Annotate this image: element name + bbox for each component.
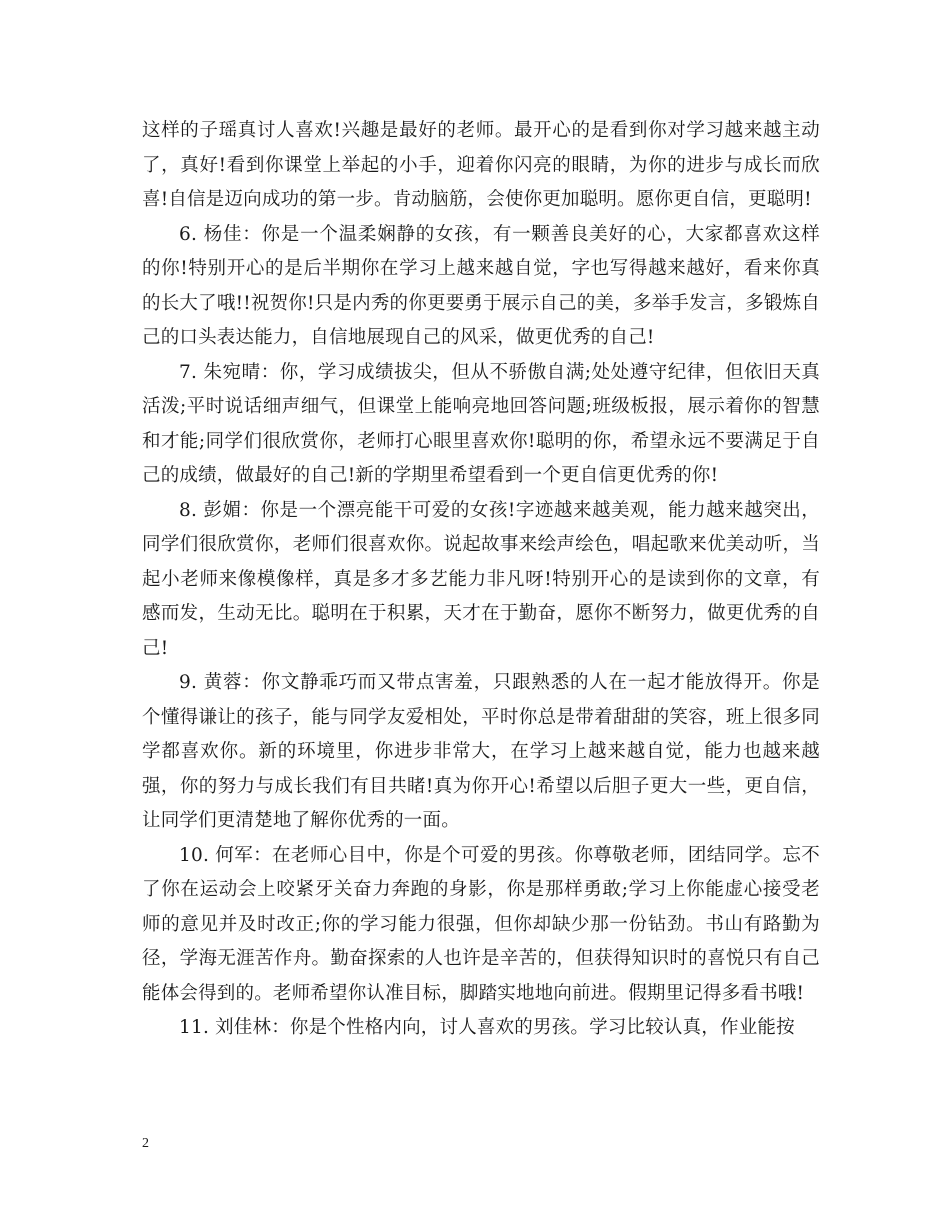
paragraph-zi-yao: 这样的子瑶真讨人喜欢!兴趣是最好的老师。最开心的是看到你对学习越来越主动了，真好!看到你课堂上举起的小手，迎着你闪亮的眼睛，为你的进步与成长而欣喜!自信是迈向成功的第一步。肯动脑筋，会使你更加聪明。愿你更自信，更聪明! bbox=[142, 120, 820, 210]
paragraph-yang-jia: 6. 杨佳：你是一个温柔娴静的女孩，有一颗善良美好的心，大家都喜欢这样的你!特别开心的是后半期你在学习上越来越自觉，字也写得越来越好，看来你真的长大了哦!!祝贺你!只是内秀的你更要勇于展示自己的美，多举手发言，多锻炼自己的口头表达能力，自信地展现自己的风采，做更优秀的自己! bbox=[142, 223, 820, 348]
paragraph-he-jun: 10. 何军：在老师心目中，你是个可爱的男孩。你尊敬老师，团结同学。忘不了你在运动会上咬紧牙关奋力奔跑的身影，你是那样勇敢;学习上你能虚心接受老师的意见并及时改正;你的学习能力很强，但你却缺少那一份钻劲。书山有路勤为径，学海无涯苦作舟。勤奋探索的人也许是辛苦的，但获得知识时的喜悦只有自己能体会得到的。老师希望你认准目标，脚踏实地地向前进。假期里记得多看书哦! bbox=[142, 844, 820, 1004]
paragraph-huang-rong: 9. 黄蓉：你文静乖巧而又带点害羞，只跟熟悉的人在一起才能放得开。你是个懂得谦让的孩子，能与同学友爱相处，平时你总是带着甜甜的笑容，班上很多同学都喜欢你。新的环境里，你进步非常大，在学习上越来越自觉，能力也越来越强，你的努力与成长我们有目共睹!真为你开心!希望以后胆子更大一些，更自信，让同学们更清楚地了解你优秀的一面。 bbox=[142, 672, 820, 831]
paragraph-zhu-wan-qing: 7. 朱宛晴：你，学习成绩拔尖，但从不骄傲自满;处处遵守纪律，但依旧天真活泼;平时说话细声细气，但课堂上能响亮地回答问题;班级板报，展示着你的智慧和才能;同学们很欣赏你，老师打心眼里喜欢你!聪明的你，希望永远不要满足于自己的成绩，做最好的自己!新的学期里希望看到一个更自信更优秀的你! bbox=[142, 361, 820, 486]
paragraph-liu-jia-lin: 11. 刘佳林：你是个性格内向，讨人喜欢的男孩。学习比较认真，作业能按 bbox=[179, 1017, 795, 1038]
page-body bbox=[142, 114, 820, 1046]
page-number: 2 bbox=[142, 1136, 149, 1151]
paragraph-peng-mei: 8. 彭媚：你是一个漂亮能干可爱的女孩!字迹越来越美观，能力越来越突出，同学们很欣赏你，老师们很喜欢你。说起故事来绘声绘色，唱起歌来优美动听，当起小老师来像模像样，真是多才多艺能力非凡呀!特别开心的是读到你的文章，有感而发，生动无比。聪明在于积累，天才在于勤奋，愿你不断努力，做更优秀的自己! bbox=[142, 499, 820, 659]
